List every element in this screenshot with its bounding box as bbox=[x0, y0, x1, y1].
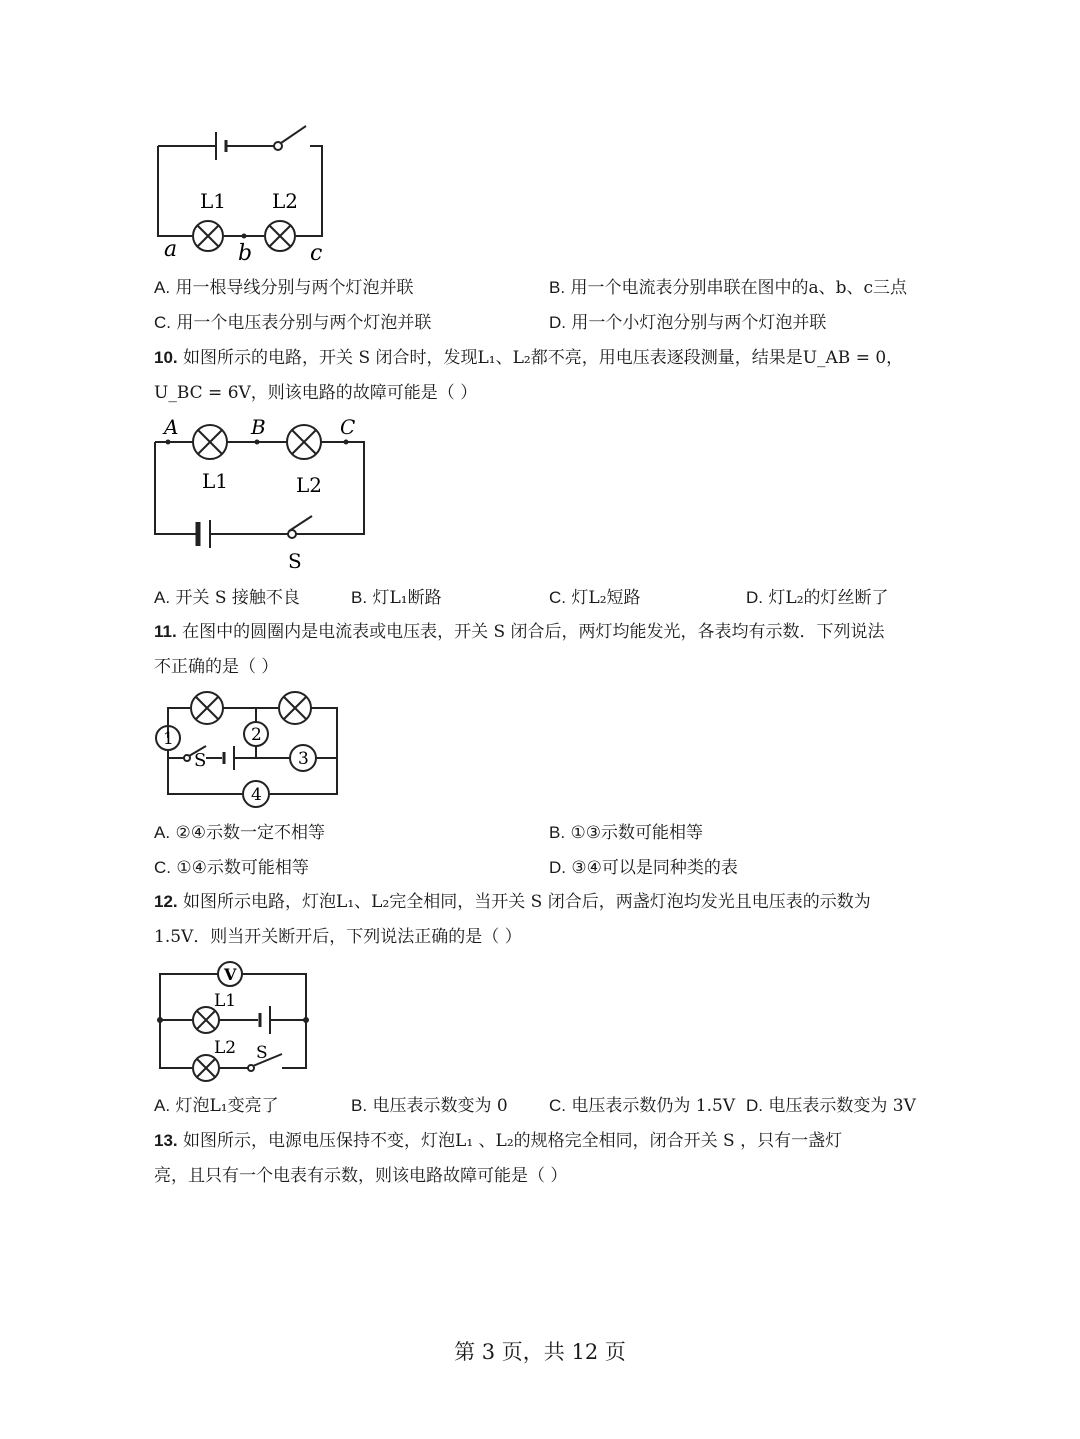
q10-label-l2: L2 bbox=[296, 473, 323, 497]
q11-option-d: D. ③④可以是同种类的表 bbox=[549, 858, 738, 878]
q11-meter-3-label: 3 bbox=[298, 749, 309, 769]
q12-label-l2: L2 bbox=[214, 1038, 237, 1058]
q12-option-b: B. 电压表示数变为 0 bbox=[351, 1096, 508, 1116]
q9-circuit-diagram bbox=[150, 118, 340, 268]
q12-stem-line1: 12. 如图所示电路，灯泡L₁、L₂完全相同，当开关 S 闭合后，两盏灯泡均发光且电压表的示数为 bbox=[154, 892, 871, 912]
q10-label-b: B bbox=[251, 415, 266, 439]
q9-option-b: B. 用一个电流表分别串联在图中的a、b、c三点 bbox=[549, 278, 908, 298]
q9-label-b: b bbox=[238, 241, 253, 266]
q11-label-s: S bbox=[194, 750, 207, 771]
q11-option-c: C. ①④示数可能相等 bbox=[154, 858, 309, 878]
q11-meter-1-label: 1 bbox=[163, 729, 174, 749]
q12-label-s: S bbox=[256, 1043, 268, 1063]
q11-stem-line2: 不正确的是（ ） bbox=[154, 657, 279, 677]
q10-label-s: S bbox=[288, 549, 302, 573]
q10-option-c: C. 灯L₂短路 bbox=[549, 588, 641, 608]
q10-option-b: B. 灯L₁断路 bbox=[351, 588, 442, 608]
q10-stem-line1: 10. 如图所示的电路，开关 S 闭合时，发现L₁、L₂都不亮，用电压表逐段测量，结果是U_AB = 0， bbox=[154, 348, 904, 368]
q10-option-a: A. 开关 S 接触不良 bbox=[154, 588, 300, 608]
q12-voltmeter-label: V bbox=[224, 965, 237, 984]
q11-meter-4-label: 4 bbox=[251, 785, 262, 805]
q11-option-b: B. ①③示数可能相等 bbox=[549, 823, 703, 843]
page-footer: 第 3 页，共 12 页 bbox=[454, 1340, 626, 1364]
q9-label-l2: L2 bbox=[272, 189, 299, 213]
q9-option-a: A. 用一根导线分别与两个灯泡并联 bbox=[154, 278, 414, 298]
q10-stem-line2: U_BC = 6V，则该电路的故障可能是（ ） bbox=[154, 383, 478, 403]
q10-label-c: C bbox=[340, 415, 356, 439]
q10-circuit-diagram bbox=[150, 412, 380, 572]
q9-option-c: C. 用一个电压表分别与两个灯泡并联 bbox=[154, 313, 432, 333]
q13-stem-line2: 亮，且只有一个电表有示数，则该电路故障可能是（ ） bbox=[154, 1166, 568, 1186]
q12-option-a: A. 灯泡L₁变亮了 bbox=[154, 1096, 279, 1116]
q10-label-l1: L1 bbox=[202, 469, 229, 493]
q11-circuit-diagram bbox=[150, 686, 350, 816]
q9-option-d: D. 用一个小灯泡分别与两个灯泡并联 bbox=[549, 313, 827, 333]
q12-option-c: C. 电压表示数仍为 1.5V bbox=[549, 1096, 736, 1116]
q10-label-a: A bbox=[164, 415, 179, 439]
q9-label-l1: L1 bbox=[200, 189, 227, 213]
q12-stem-line2: 1.5V．则当开关断开后，下列说法正确的是（ ） bbox=[154, 927, 522, 947]
q11-stem-line1: 11. 在图中的圆圈内是电流表或电压表，开关 S 闭合后，两灯均能发光，各表均有示数．下列说法 bbox=[154, 622, 885, 642]
q12-label-l1: L1 bbox=[214, 991, 237, 1011]
q10-option-d: D. 灯L₂的灯丝断了 bbox=[746, 588, 889, 608]
q9-label-a: a bbox=[164, 237, 178, 262]
q12-circuit-diagram bbox=[150, 958, 320, 1088]
q11-option-a: A. ②④示数一定不相等 bbox=[154, 823, 325, 843]
q13-stem-line1: 13. 如图所示，电源电压保持不变，灯泡L₁ 、L₂的规格完全相同，闭合开关 S ，只有一盏灯 bbox=[154, 1131, 843, 1151]
q12-option-d: D. 电压表示数变为 3V bbox=[746, 1096, 916, 1116]
q11-meter-2-label: 2 bbox=[251, 725, 262, 745]
q9-label-c: c bbox=[310, 241, 323, 266]
